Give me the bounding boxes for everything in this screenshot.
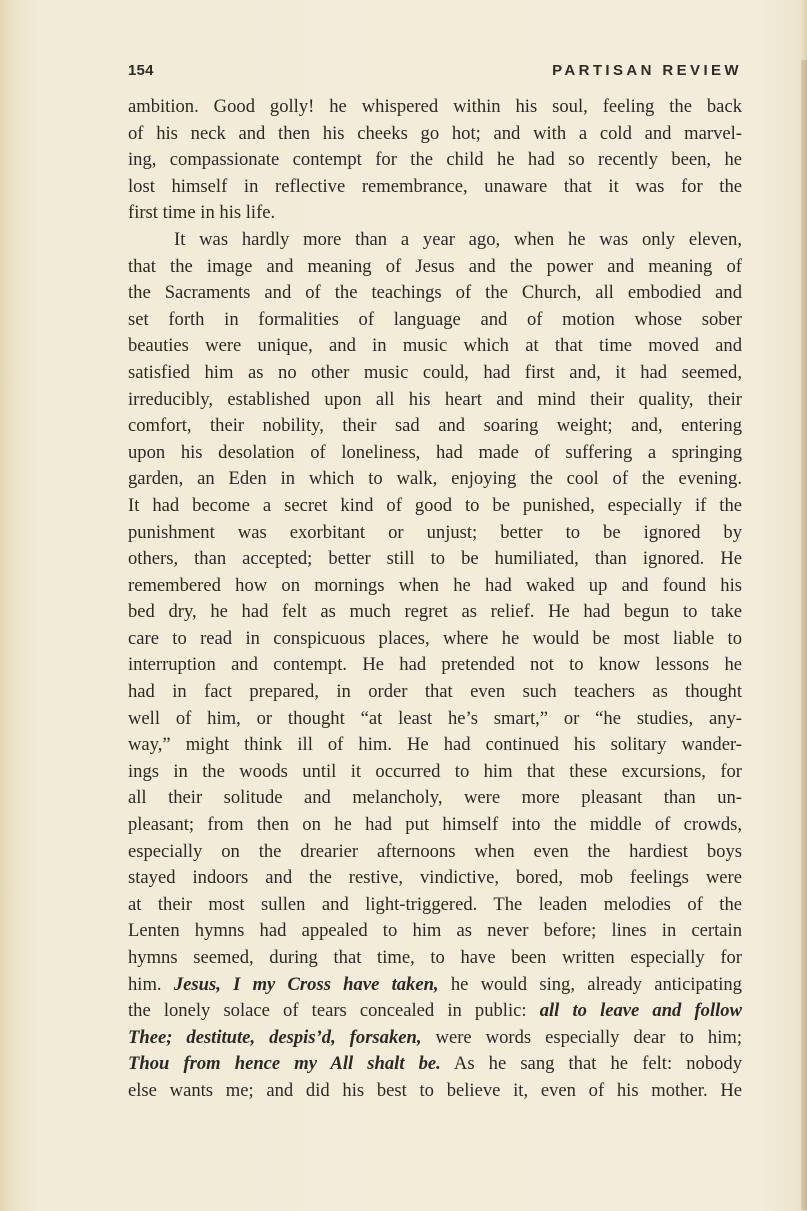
text-line: others, than accepted; better still to be humiliated, than ignored. He — [128, 548, 742, 570]
text-line: interruption and contempt. He had pretended not to know lessons he — [128, 654, 742, 676]
text-line: the Sacraments and of the teachings of the Church, all embodied and — [128, 282, 742, 304]
text-line: comfort, their nobility, their sad and soaring weight; and, entering — [128, 415, 742, 437]
text-line: ings in the woods until it occurred to him that these excursions, for — [128, 760, 742, 782]
hymn-quote: Thou from hence my All shalt be. — [128, 1053, 441, 1075]
text-line: irreducibly, established upon all his heart and mind their quality, their — [128, 388, 742, 410]
body-text — [128, 94, 742, 1105]
text-line: upon his desolation of loneliness, had made of suffering a springing — [128, 441, 742, 463]
text-line: way,” might think ill of him. He had continued his solitary wander- — [128, 734, 742, 756]
text-line: pleasant; from then on he had put himself into the middle of crowds, — [128, 814, 742, 836]
text-line: hymns seemed, during that time, to have been written especially for — [128, 947, 742, 968]
text-segment: him. — [128, 973, 162, 995]
text-line: ambition. Good golly! he whispered within his soul, feeling the back — [128, 96, 742, 117]
running-head: PARTISAN REVIEW — [552, 62, 742, 79]
text-line: especially on the drearier afternoons when even the hardiest boys — [128, 840, 742, 862]
text-line: bed dry, he had felt as much regret as relief. He had begun to take — [128, 601, 742, 623]
text-line — [128, 1051, 742, 1078]
text-segment: As he sang that he felt: nobody — [453, 1053, 743, 1075]
text-line — [128, 1025, 742, 1052]
text-line — [128, 972, 742, 999]
text-segment: he would sing, already anticipating — [450, 973, 742, 995]
text-line: at their most sullen and light-triggered. The leaden melodies of the — [128, 893, 742, 915]
text-line: Lenten hymns had appealed to him as never before; lines in certain — [128, 920, 742, 942]
text-line: else wants me; and did his best to believe it, even of his mother. He — [128, 1079, 742, 1101]
text-line: satisfied him as no other music could, had first and, it had seemed, — [128, 361, 742, 383]
page-number: 154 — [128, 62, 154, 79]
text-line: It had become a secret kind of good to be punished, especially if the — [128, 494, 742, 516]
page-edge — [801, 60, 807, 1210]
text-line: garden, an Eden in which to walk, enjoying the cool of the evening. — [128, 468, 742, 490]
hymn-quote: all to leave and follow — [539, 1000, 743, 1022]
text-line: punishment was exorbitant or unjust; better to be ignored by — [128, 521, 742, 543]
text-line: It was hardly more than a year ago, when he was only eleven, — [174, 228, 742, 250]
text-line: care to read in conspicuous places, where he would be most liable to — [128, 627, 742, 649]
text-line: stayed indoors and the restive, vindictive, bored, mob feelings were — [128, 867, 742, 889]
text-line: set forth in formalities of language and of motion whose sober — [128, 308, 742, 330]
text-segment: the lonely solace of tears concealed in public: — [128, 1000, 527, 1022]
text-line: that the image and meaning of Jesus and the power and meaning of — [128, 255, 742, 277]
page-header — [128, 62, 742, 86]
text-segment: were words especially dear to him; — [435, 1026, 742, 1048]
text-line: of his neck and then his cheeks go hot; and with a cold and marvel- — [128, 122, 742, 144]
hymn-quote: Thee; destitute, despis’d, forsaken, — [128, 1026, 422, 1048]
text-line: remembered how on mornings when he had waked up and found his — [128, 574, 742, 596]
text-line: lost himself in reflective remembrance, unaware that it was for the — [128, 175, 742, 197]
text-line: beauties were unique, and in music which at that time moved and — [128, 335, 742, 357]
text-line: first time in his life. — [128, 202, 276, 224]
text-line: ing, compassionate contempt for the child he had so recently been, he — [128, 149, 742, 171]
text-line — [128, 998, 742, 1025]
text-line: had in fact prepared, in order that even such teachers as thought — [128, 681, 742, 703]
text-line: well of him, or thought “at least he’s smart,” or “he studies, any- — [128, 707, 742, 729]
text-line: all their solitude and melancholy, were more pleasant than un- — [128, 787, 742, 809]
hymn-quote: Jesus, I my Cross have taken, — [173, 973, 439, 995]
